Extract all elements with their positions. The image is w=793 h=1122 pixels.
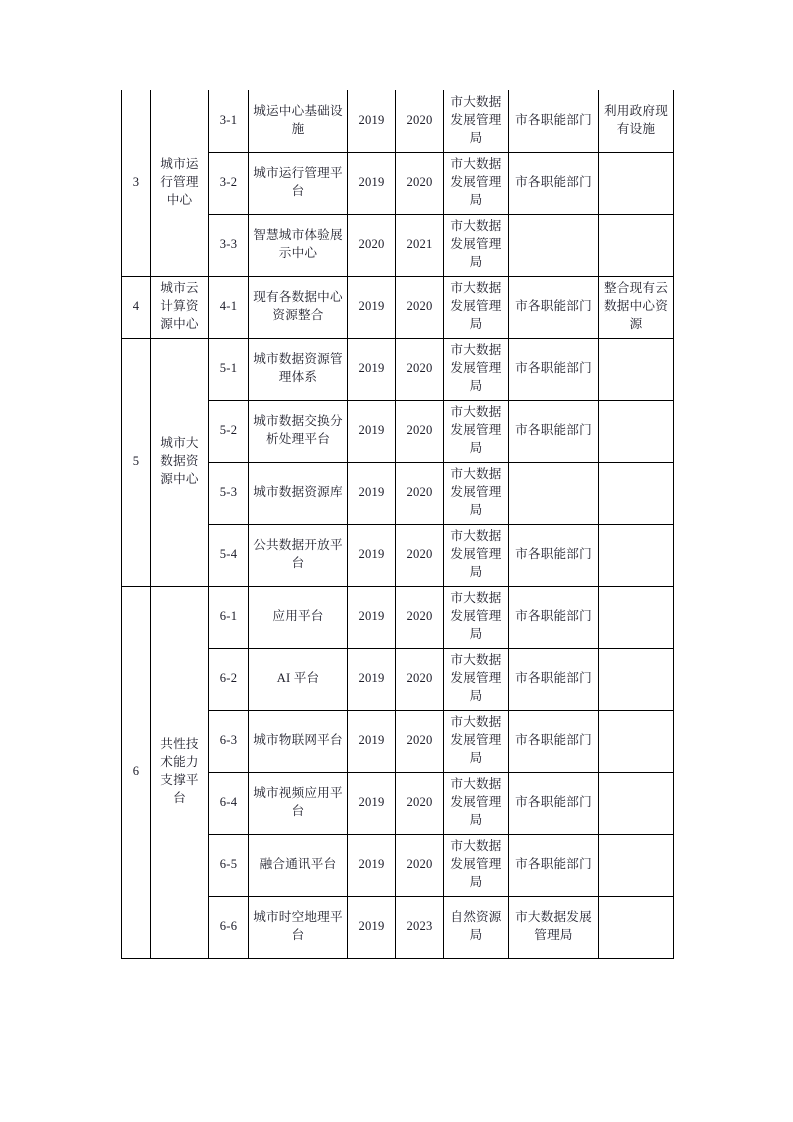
cell-project-name: AI 平台 [249,648,348,710]
cell-group-category: 城市大数据资源中心 [151,338,209,586]
cell-cooperating-unit: 市各职能部门 [509,710,599,772]
table-row [122,586,674,648]
cell-cooperating-unit: 市各职能部门 [509,772,599,834]
cell-cooperating-unit [509,462,599,524]
cell-end-year: 2020 [396,152,444,214]
cell-cooperating-unit: 市大数据发展管理局 [509,896,599,958]
cell-subitem-number: 5-4 [209,524,249,586]
cell-start-year: 2019 [348,834,396,896]
cell-group-category: 共性技术能力支撑平台 [151,586,209,958]
cell-project-name: 城市数据交换分析处理平台 [249,400,348,462]
table-body [122,90,674,958]
cell-lead-unit: 市大数据发展管理局 [444,524,509,586]
cell-end-year: 2021 [396,214,444,276]
cell-remark [599,710,674,772]
cell-cooperating-unit: 市各职能部门 [509,152,599,214]
table-row [122,276,674,338]
cell-lead-unit: 市大数据发展管理局 [444,338,509,400]
cell-project-name: 城运中心基础设施 [249,90,348,152]
cell-group-number: 5 [122,338,151,586]
cell-subitem-number: 6-1 [209,586,249,648]
cell-start-year: 2019 [348,586,396,648]
cell-cooperating-unit: 市各职能部门 [509,586,599,648]
cell-end-year: 2020 [396,710,444,772]
cell-end-year: 2020 [396,586,444,648]
cell-cooperating-unit: 市各职能部门 [509,90,599,152]
cell-project-name: 城市数据资源管理体系 [249,338,348,400]
cell-remark: 整合现有云数据中心资源 [599,276,674,338]
cell-subitem-number: 6-4 [209,772,249,834]
cell-lead-unit: 市大数据发展管理局 [444,710,509,772]
cell-lead-unit: 市大数据发展管理局 [444,834,509,896]
cell-lead-unit: 市大数据发展管理局 [444,772,509,834]
cell-subitem-number: 4-1 [209,276,249,338]
cell-cooperating-unit: 市各职能部门 [509,276,599,338]
cell-project-name: 城市视频应用平台 [249,772,348,834]
cell-project-name: 城市物联网平台 [249,710,348,772]
cell-group-number: 6 [122,586,151,958]
cell-lead-unit: 市大数据发展管理局 [444,648,509,710]
cell-cooperating-unit: 市各职能部门 [509,338,599,400]
cell-remark [599,648,674,710]
cell-remark [599,524,674,586]
project-plan-table [121,90,674,959]
cell-cooperating-unit: 市各职能部门 [509,524,599,586]
cell-cooperating-unit: 市各职能部门 [509,648,599,710]
cell-end-year: 2020 [396,338,444,400]
cell-cooperating-unit: 市各职能部门 [509,834,599,896]
cell-remark [599,772,674,834]
cell-remark: 利用政府现有设施 [599,90,674,152]
cell-start-year: 2019 [348,400,396,462]
cell-start-year: 2019 [348,338,396,400]
cell-subitem-number: 3-3 [209,214,249,276]
cell-lead-unit: 市大数据发展管理局 [444,214,509,276]
cell-remark [599,152,674,214]
cell-start-year: 2019 [348,772,396,834]
cell-group-category: 城市云计算资源中心 [151,276,209,338]
cell-remark [599,400,674,462]
project-plan-table-container [121,90,673,959]
cell-start-year: 2019 [348,648,396,710]
cell-project-name: 公共数据开放平台 [249,524,348,586]
cell-lead-unit: 市大数据发展管理局 [444,586,509,648]
cell-cooperating-unit [509,214,599,276]
cell-cooperating-unit: 市各职能部门 [509,400,599,462]
cell-subitem-number: 3-1 [209,90,249,152]
cell-end-year: 2020 [396,400,444,462]
cell-start-year: 2020 [348,214,396,276]
cell-lead-unit: 自然资源局 [444,896,509,958]
cell-end-year: 2020 [396,90,444,152]
cell-remark [599,338,674,400]
cell-group-category: 城市运行管理中心 [151,90,209,276]
cell-end-year: 2020 [396,524,444,586]
cell-group-number: 4 [122,276,151,338]
cell-end-year: 2020 [396,834,444,896]
cell-project-name: 应用平台 [249,586,348,648]
cell-subitem-number: 5-1 [209,338,249,400]
cell-project-name: 城市时空地理平台 [249,896,348,958]
cell-end-year: 2020 [396,772,444,834]
table-row [122,90,674,152]
cell-remark [599,834,674,896]
cell-subitem-number: 5-3 [209,462,249,524]
cell-end-year: 2023 [396,896,444,958]
cell-subitem-number: 6-3 [209,710,249,772]
cell-start-year: 2019 [348,710,396,772]
cell-subitem-number: 6-2 [209,648,249,710]
cell-start-year: 2019 [348,276,396,338]
cell-start-year: 2019 [348,524,396,586]
cell-end-year: 2020 [396,276,444,338]
cell-remark [599,462,674,524]
cell-subitem-number: 5-2 [209,400,249,462]
cell-remark [599,214,674,276]
cell-subitem-number: 6-6 [209,896,249,958]
cell-lead-unit: 市大数据发展管理局 [444,152,509,214]
cell-group-number: 3 [122,90,151,276]
cell-lead-unit: 市大数据发展管理局 [444,276,509,338]
cell-lead-unit: 市大数据发展管理局 [444,90,509,152]
cell-start-year: 2019 [348,896,396,958]
cell-start-year: 2019 [348,152,396,214]
cell-start-year: 2019 [348,462,396,524]
cell-lead-unit: 市大数据发展管理局 [444,400,509,462]
cell-end-year: 2020 [396,462,444,524]
cell-lead-unit: 市大数据发展管理局 [444,462,509,524]
cell-remark [599,896,674,958]
cell-project-name: 现有各数据中心资源整合 [249,276,348,338]
cell-project-name: 智慧城市体验展示中心 [249,214,348,276]
cell-subitem-number: 3-2 [209,152,249,214]
cell-project-name: 融合通讯平台 [249,834,348,896]
cell-end-year: 2020 [396,648,444,710]
cell-remark [599,586,674,648]
cell-project-name: 城市数据资源库 [249,462,348,524]
cell-project-name: 城市运行管理平台 [249,152,348,214]
table-row [122,338,674,400]
cell-subitem-number: 6-5 [209,834,249,896]
cell-start-year: 2019 [348,90,396,152]
